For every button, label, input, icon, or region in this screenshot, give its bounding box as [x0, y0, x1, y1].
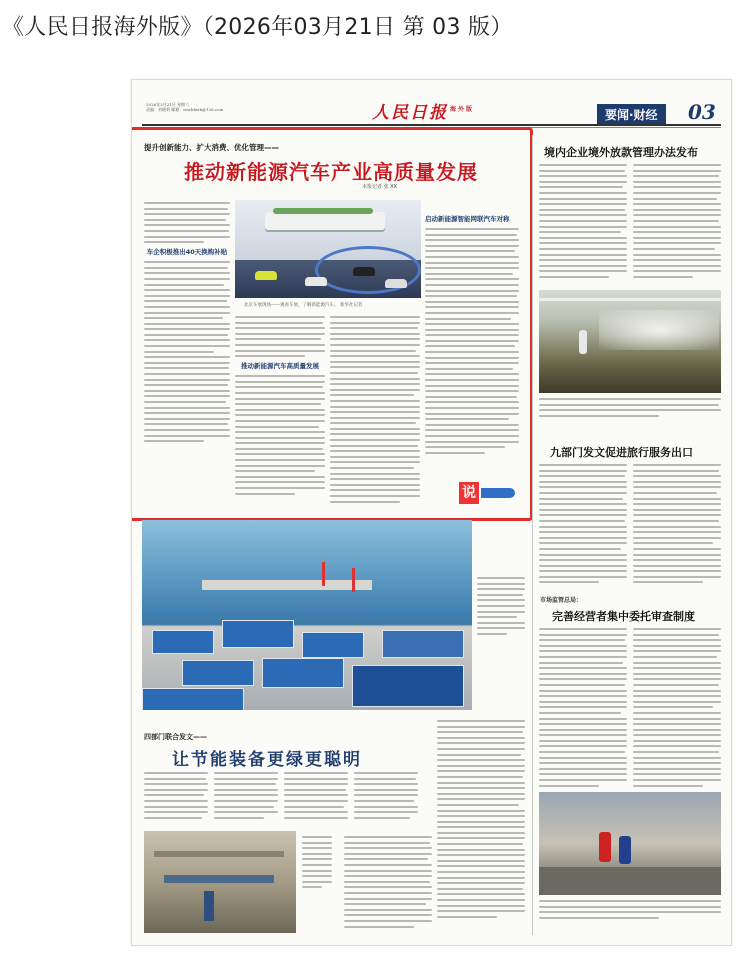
lead-kicker: 提升创新能力、扩大消费、优化管理—— — [144, 143, 279, 152]
bottom-worker-photo — [144, 831, 296, 933]
date-line: 2026年3月21日 星期六 — [146, 102, 190, 107]
bottom-text-col-2 — [214, 772, 278, 822]
section-tag: 要闻·财经 — [597, 104, 666, 125]
page-caption: 《人民日报海外版》（2026年03月21日 第 03 版） — [2, 15, 513, 40]
page-number: 03 — [688, 100, 716, 124]
logo-subtext: 海外版 — [450, 106, 475, 113]
bottom-headline: 让节能装备更绿更聪明 — [172, 750, 362, 770]
greenhouse-caption-block — [539, 398, 721, 420]
newspaper-logo — [372, 98, 474, 123]
greenhouse-photo — [539, 290, 721, 393]
bottom-text-col-1 — [144, 772, 208, 822]
factory-caption-block — [539, 900, 721, 922]
logo-text: 人民日报 — [372, 103, 448, 123]
factory-photo — [539, 792, 721, 895]
bottom-text-col-6 — [437, 720, 525, 921]
lead-text-col-2 — [235, 316, 325, 498]
lead-article-highlight[interactable] — [131, 127, 533, 521]
right-text-2a — [539, 464, 627, 587]
commentary-badge-icon: 说 — [459, 480, 517, 506]
lead-subhead-1: 车企积极推出40天换购补贴 — [146, 248, 228, 257]
lead-subhead-3: 启动新能源智能网联汽车对称 — [425, 215, 510, 223]
bottom-text-col-5 — [344, 836, 432, 931]
masthead-rule — [142, 124, 721, 126]
right-headline-1: 境内企业境外放款管理办法发布 — [544, 146, 698, 159]
port-caption-block — [477, 577, 527, 639]
lead-text-col-3 — [330, 316, 420, 506]
bottom-text-col-3 — [284, 772, 348, 822]
right-headline-2: 九部门发文促进旅行服务出口 — [550, 446, 693, 459]
lead-text-col-4 — [425, 210, 519, 457]
right-kicker-3: 市场监管总局： — [540, 597, 583, 604]
masthead-info — [146, 102, 223, 112]
right-text-3b — [633, 628, 721, 790]
bottom-photo-caption-block — [302, 836, 332, 892]
column-divider — [532, 135, 533, 935]
right-headline-3: 完善经营者集中委托审查制度 — [552, 610, 695, 623]
bottom-text-col-4 — [354, 772, 418, 822]
newspaper-page — [131, 79, 732, 946]
lead-text-col-1 — [144, 202, 230, 446]
right-text-2b — [633, 464, 721, 587]
port-aerial-photo — [142, 520, 472, 710]
editor-line: 责编：刘晓莉 邮箱：rmrbhwb@126.com — [146, 107, 224, 112]
lead-headline: 推动新能源汽车产业高质量发展 — [184, 160, 478, 184]
right-text-1b — [633, 164, 721, 281]
lead-subhead-2: 推动新能源汽车高质量发展 — [241, 362, 319, 371]
bottom-kicker: 四部门联合发文—— — [144, 733, 207, 741]
lead-photo-auto-show — [235, 200, 421, 298]
right-text-3a — [539, 628, 627, 790]
lead-byline: 本报记者 张 XX — [362, 184, 398, 190]
right-text-1a — [539, 164, 627, 281]
lead-photo-caption: 北京车展现场——观看车展，了解新能源汽车。 新华社记者 — [244, 303, 363, 308]
